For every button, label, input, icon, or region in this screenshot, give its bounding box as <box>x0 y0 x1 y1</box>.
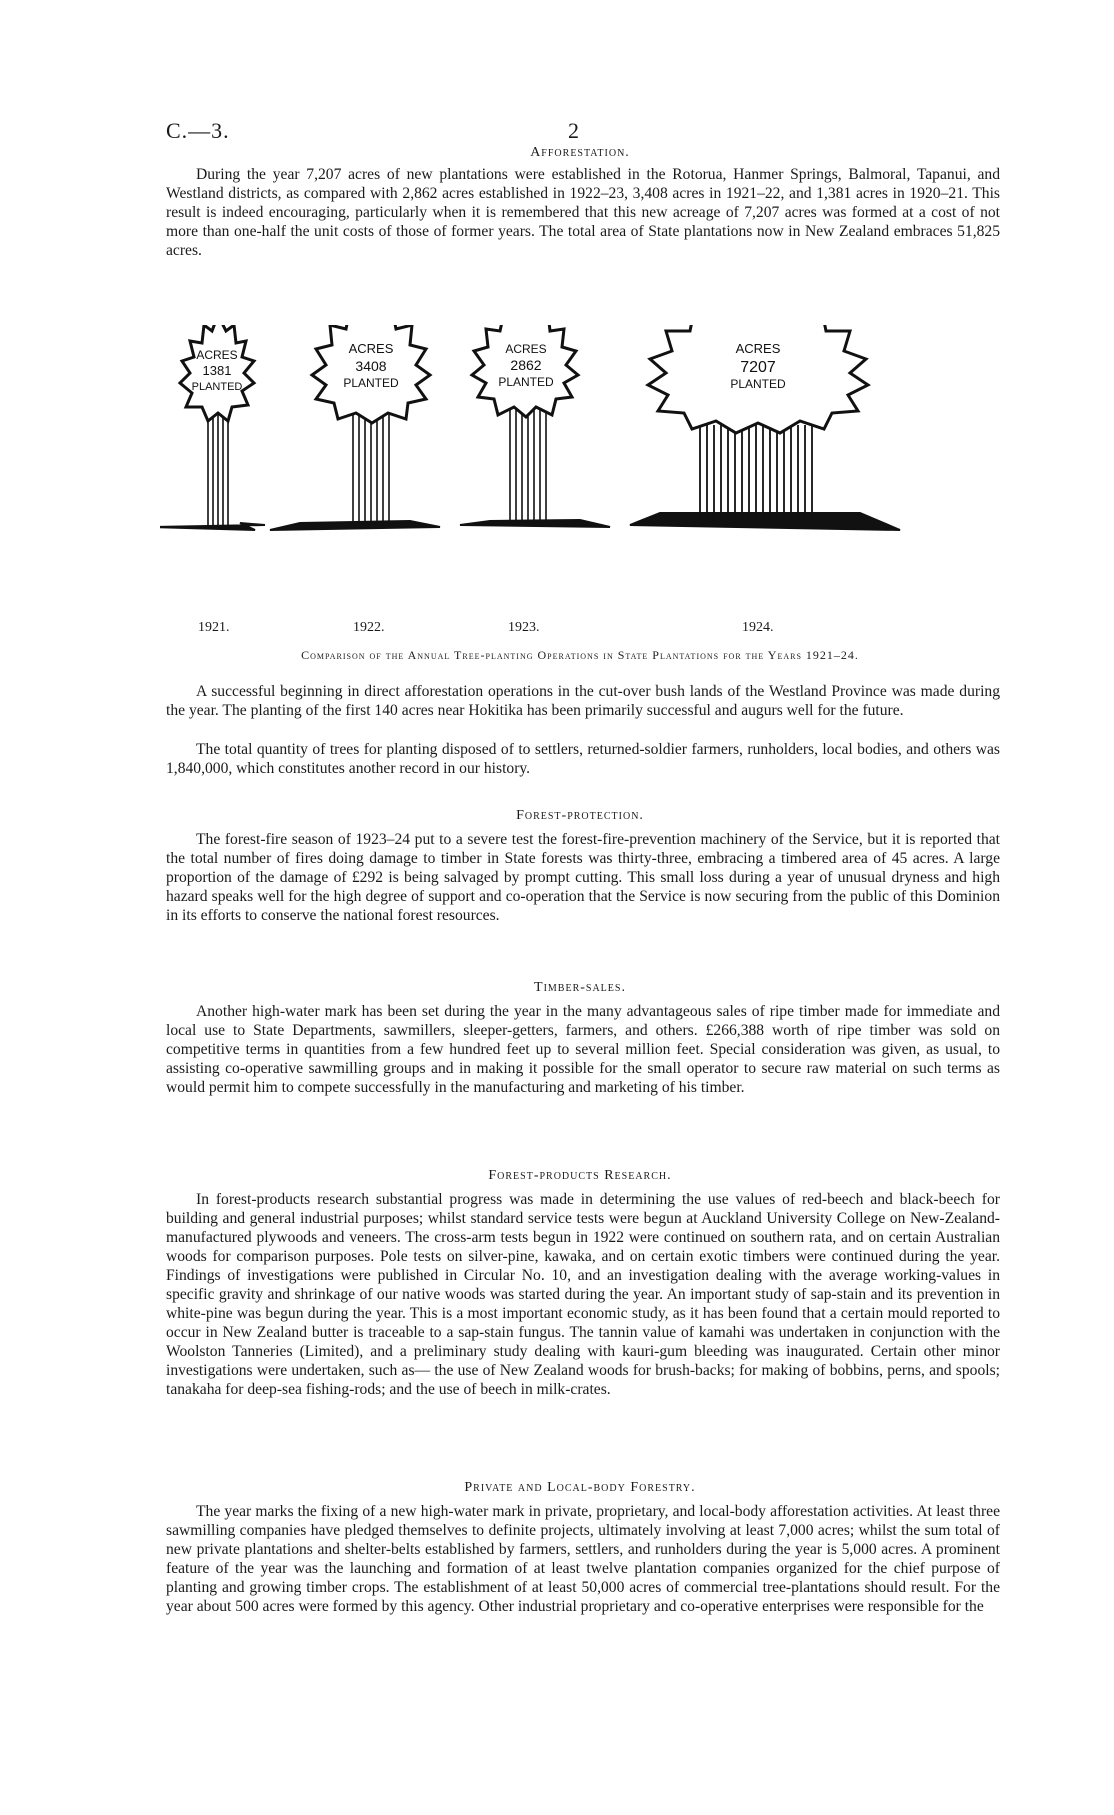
tree-1922-number: 3408 <box>355 358 387 374</box>
year-label-1924: 1924. <box>742 620 774 635</box>
tree-1921-word2: PLANTED <box>191 381 243 393</box>
tree-illustration <box>160 325 1010 615</box>
section-heading-forest-products: Forest-products Research. <box>488 1168 672 1183</box>
year-label-1922: 1922. <box>353 620 385 635</box>
figure-caption: Comparison of the Annual Tree-planting Operations in State Plantations for the Years 1921–24. <box>301 648 859 662</box>
paragraph-timber-sales: Another high-water mark has been set during the year in the many advantageous sales of ripe timber made for immediate and local use to State Departments, sawmillers, sleeper-getters, farmers, and others. £266,388 worth of ripe timber was sold on competitive terms in quantities from a few hundred feet up to several million feet. Special consideration was given, as usual, to assisting co-operative sawmilling groups and in making it possible for the small operator to secure raw material on such terms as would permit him to compete successfully in the manufacturing and marketing of his timber. <box>166 1003 1000 1096</box>
tree-1923-number: 2862 <box>510 357 542 373</box>
tree-planting-figure <box>160 325 1010 645</box>
tree-1922 <box>312 325 430 525</box>
tree-1924-number: 7207 <box>740 359 776 376</box>
tree-1921-word1: ACRES <box>196 348 238 362</box>
tree-1922-word1: ACRES <box>348 341 394 356</box>
paragraph-private-forestry: The year marks the fixing of a new high-water mark in private, proprietary, and local-body afforestation activities. At least three sawmilling companies have pledged themselves to definite projects, ultimately involving at least 7,000 acres; whilst the sum total of new private plantations and shelter-belts established by farmers, settlers, and runholders during the year is 5,000 acres. A prominent feature of the year was the launching and formation of at least twelve plantation companies organized for the chief purpose of planting and growing timber crops. The establishment of at least 50,000 acres of commercial tree-plantations should result. For the year about 500 acres were formed by this agency. Other industrial proprietary and co-operative enterprises were responsible for the <box>166 1503 1000 1615</box>
paragraph-afforestation-3: The total quantity of trees for planting disposed of to settlers, returned-soldier farmers, runholders, local bodies, and others was 1,840,000, which constitutes another record in our history. <box>166 741 1000 777</box>
tree-1922-word2: PLANTED <box>343 376 399 390</box>
paragraph-forest-protection: The forest-fire season of 1923–24 put to a severe test the forest-fire-prevention machinery of the Service, but it is reported that the total number of fires doing damage to timber in State forests was thirty-three, embracing a timbered area of 45 acres. A large proportion of the damage of £292 is being salvaged by prompt cutting. This small loss during a year of unusual dryness and high hazard speaks well for the high degree of support and co-operation that the Service is now securing from the public of this Dominion in its efforts to conserve the national forest resources. <box>166 831 1000 924</box>
tree-1924 <box>648 325 868 521</box>
paragraph-forest-products: In forest-products research substantial progress was made in determining the use values of red-beech and black-beech for building and general industrial purposes; whilst standard service tests were begun at Auckland University College on New-Zealand-manufactured plywoods and veneers. The cross-arm tests begun in 1922 were continued on southern rata, and on certain Australian woods for comparison purposes. Pole tests on silver-pine, kawaka, and on certain exotic timbers were continued during the year. Findings of investigations were published in Circular No. 10, and an investigation dealing with the average working-values in specific gravity and shrinkage of our native woods was started during the year. An important study of sap-stain and its prevention in white-pine was begun during the year. This is a most important economic study, as it has been found that a certain mould reported to occur in New Zealand butter is traceable to a sap-stain fungus. The tannin value of kamahi was undertaken in conjunction with the Woolston Tanneries (Limited), and a preliminary study dealing with kauri-gum bleeding was inaugurated. Certain other minor investigations were undertaken, such as— the use of New Zealand woods for brush-backs; for making of bobbins, perns, and spools; tanakaha for deep-sea fishing-rods; and the use of beech in milk-crates. <box>166 1191 1000 1398</box>
tree-1923 <box>472 325 578 523</box>
paragraph-afforestation-1: During the year 7,207 acres of new plantations were established in the Rotorua, Hanmer Springs, Balmoral, Tapanui, and Westland districts, as compared with 2,862 acres established in 1922–23, 3,408 acres in 1921–22, and 1,381 acres in 1920–21. This result is indeed encouraging, particularly when it is remembered that this new acreage of 7,207 acres was formed at a cost of not more than one-half the unit costs of those of former years. The total area of State plantations now in New Zealand embraces 51,825 acres. <box>166 166 1000 259</box>
tree-1924-word1: ACRES <box>735 341 781 356</box>
tree-1921-number: 1381 <box>202 363 232 378</box>
year-label-1921: 1921. <box>198 620 230 635</box>
tree-1921 <box>180 325 254 525</box>
document-code: C.—3. <box>166 118 230 143</box>
page-number: 2 <box>568 118 579 143</box>
tree-1923-word2: PLANTED <box>498 375 554 389</box>
section-heading-afforestation: Afforestation. <box>530 145 630 160</box>
tree-1923-word1: ACRES <box>505 342 547 356</box>
tree-1924-word2: PLANTED <box>730 377 786 391</box>
section-heading-timber-sales: Timber-sales. <box>534 980 626 995</box>
paragraph-afforestation-2: A successful beginning in direct afforestation operations in the cut-over bush lands of the Westland Province was made during the year. The planting of the first 140 acres near Hokitika has been primarily successful and augurs well for the future. <box>166 683 1000 719</box>
section-heading-forest-protection: Forest-protection. <box>516 808 644 823</box>
section-heading-private-forestry: Private and Local-body Forestry. <box>464 1480 696 1495</box>
year-label-1923: 1923. <box>508 620 540 635</box>
